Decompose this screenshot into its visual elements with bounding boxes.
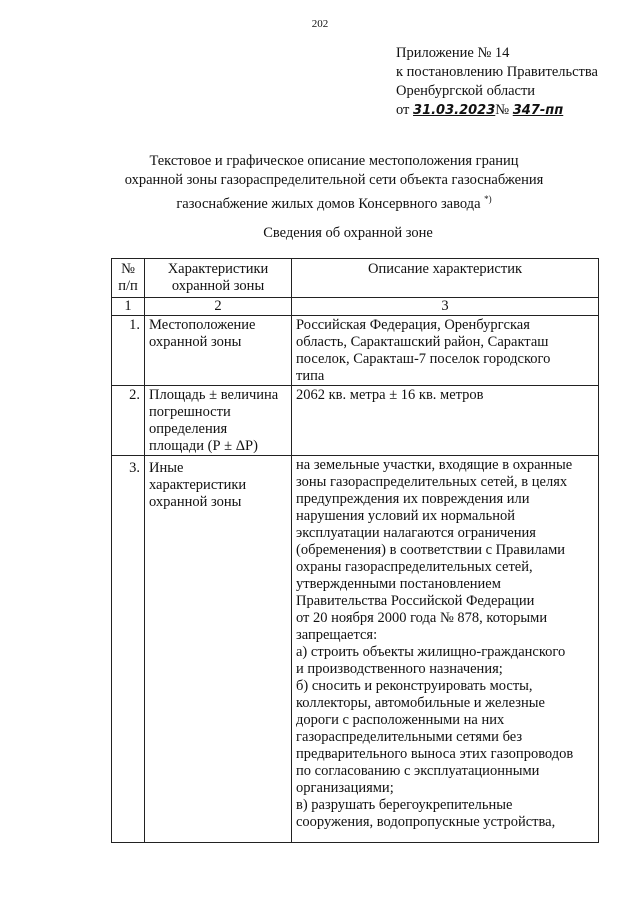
characteristic-line: охранной зоны [149, 334, 242, 350]
description-line: эксплуатации налагаются ограничения [296, 525, 536, 541]
description-line: и производственного назначения; [296, 661, 503, 677]
description-line: предварительного выноса этих газопроводов [296, 746, 574, 762]
description-line: Правительства Российской Федерации [296, 593, 535, 609]
description-line: на земельные участки, входящие в охранные [296, 457, 573, 473]
characteristic-line: Площадь ± величина [149, 387, 279, 403]
appendix-line-3: Оренбургской области [396, 83, 536, 99]
appendix-line-1: Приложение № 14 [396, 45, 510, 61]
row-characteristic [145, 386, 292, 456]
column-number-3: 3 [292, 298, 599, 316]
description-line: предупреждения их повреждения или [296, 491, 530, 507]
from-label: от [396, 102, 410, 118]
description-line: по согласованию с эксплуатационными [296, 763, 540, 779]
description-line: запрещается: [296, 627, 378, 643]
section-subtitle: Сведения об охранной зоне [263, 225, 433, 241]
column-numbering-row [112, 298, 599, 316]
description-line: организациями; [296, 780, 394, 796]
title-line-3-text: газоснабжение жилых домов Консервного завода [176, 195, 481, 212]
table-row [112, 456, 599, 843]
description-line: зоны газораспределительных сетей, в целях [296, 474, 568, 490]
characteristic-line: Местоположение [149, 317, 256, 333]
description-line: охраны газораспределительных сетей, [296, 559, 533, 575]
document-title [0, 152, 640, 214]
description-line: в) разрушать берегоукрепительные [296, 797, 513, 813]
description-line: Российская Федерация, Оренбургская [296, 317, 530, 333]
description-line: область, Саракташский район, Саракташ [296, 334, 549, 350]
row-number: 2. [112, 386, 145, 456]
description-line: от 20 ноября 2000 года № 878, которыми [296, 610, 548, 626]
appendix-date-line [396, 101, 598, 120]
row-description [292, 386, 599, 456]
description-line: дороги с расположенными на них [296, 712, 505, 728]
table-header-row [112, 259, 599, 298]
row-characteristic [145, 316, 292, 386]
header-number [112, 259, 145, 298]
description-line: нарушения условий их нормальной [296, 508, 516, 524]
header-characteristics [145, 259, 292, 298]
title-line-1: Текстовое и графическое описание местоположения границ [149, 153, 519, 169]
row-characteristic [145, 456, 292, 843]
page-number: 202 [311, 18, 329, 30]
row-description [292, 316, 599, 386]
description-line: б) сносить и реконструировать мосты, [296, 678, 533, 694]
header-characteristics-line-1: Характеристики [167, 261, 269, 277]
handwritten-number: 347-пп [512, 103, 564, 118]
protection-zone-table [111, 258, 599, 843]
appendix-block [396, 44, 598, 120]
description-line: 2062 кв. метра ± 16 кв. метров [296, 387, 484, 403]
characteristic-line: площади (Р ± ΔР) [149, 438, 258, 454]
title-line-2: охранной зоны газораспределительной сети объекта газоснабжения [124, 172, 544, 188]
row-number: 1. [112, 316, 145, 386]
characteristic-line: определения [149, 421, 228, 437]
number-label: № [495, 102, 510, 118]
characteristic-line: погрешности [149, 404, 231, 420]
description-line: газораспределительными сетями без [296, 729, 523, 745]
column-number-2: 2 [145, 298, 292, 316]
appendix-line-2: к постановлению Правительства [396, 64, 598, 80]
description-line: сооружения, водопропускные устройства, [296, 814, 556, 830]
characteristic-line: охранной зоны [149, 494, 242, 510]
title-line-3 [0, 190, 640, 214]
characteristic-line: характеристики [149, 477, 247, 493]
header-characteristics-line-2: охранной зоны [171, 278, 265, 294]
table-row [112, 316, 599, 386]
description-line: типа [296, 368, 325, 384]
handwritten-date: 31.03.2023 [413, 103, 496, 118]
description-line: коллекторы, автомобильные и железные [296, 695, 545, 711]
footnote-mark: *) [484, 194, 492, 204]
column-number-1: 1 [112, 298, 145, 316]
description-line: утвержденными постановлением [296, 576, 501, 592]
description-line: поселок, Саракташ-7 поселок городского [296, 351, 551, 367]
row-number: 3. [112, 456, 145, 843]
header-description: Описание характеристик [292, 259, 599, 298]
description-line: а) строить объекты жилищно-гражданского [296, 644, 566, 660]
characteristic-line: Иные [149, 460, 184, 476]
table-row [112, 386, 599, 456]
header-number-line-2: п/п [118, 278, 138, 294]
row-description [292, 456, 599, 843]
header-number-line-1: № [121, 261, 135, 277]
description-line: (обременения) в соответствии с Правилами [296, 542, 566, 558]
